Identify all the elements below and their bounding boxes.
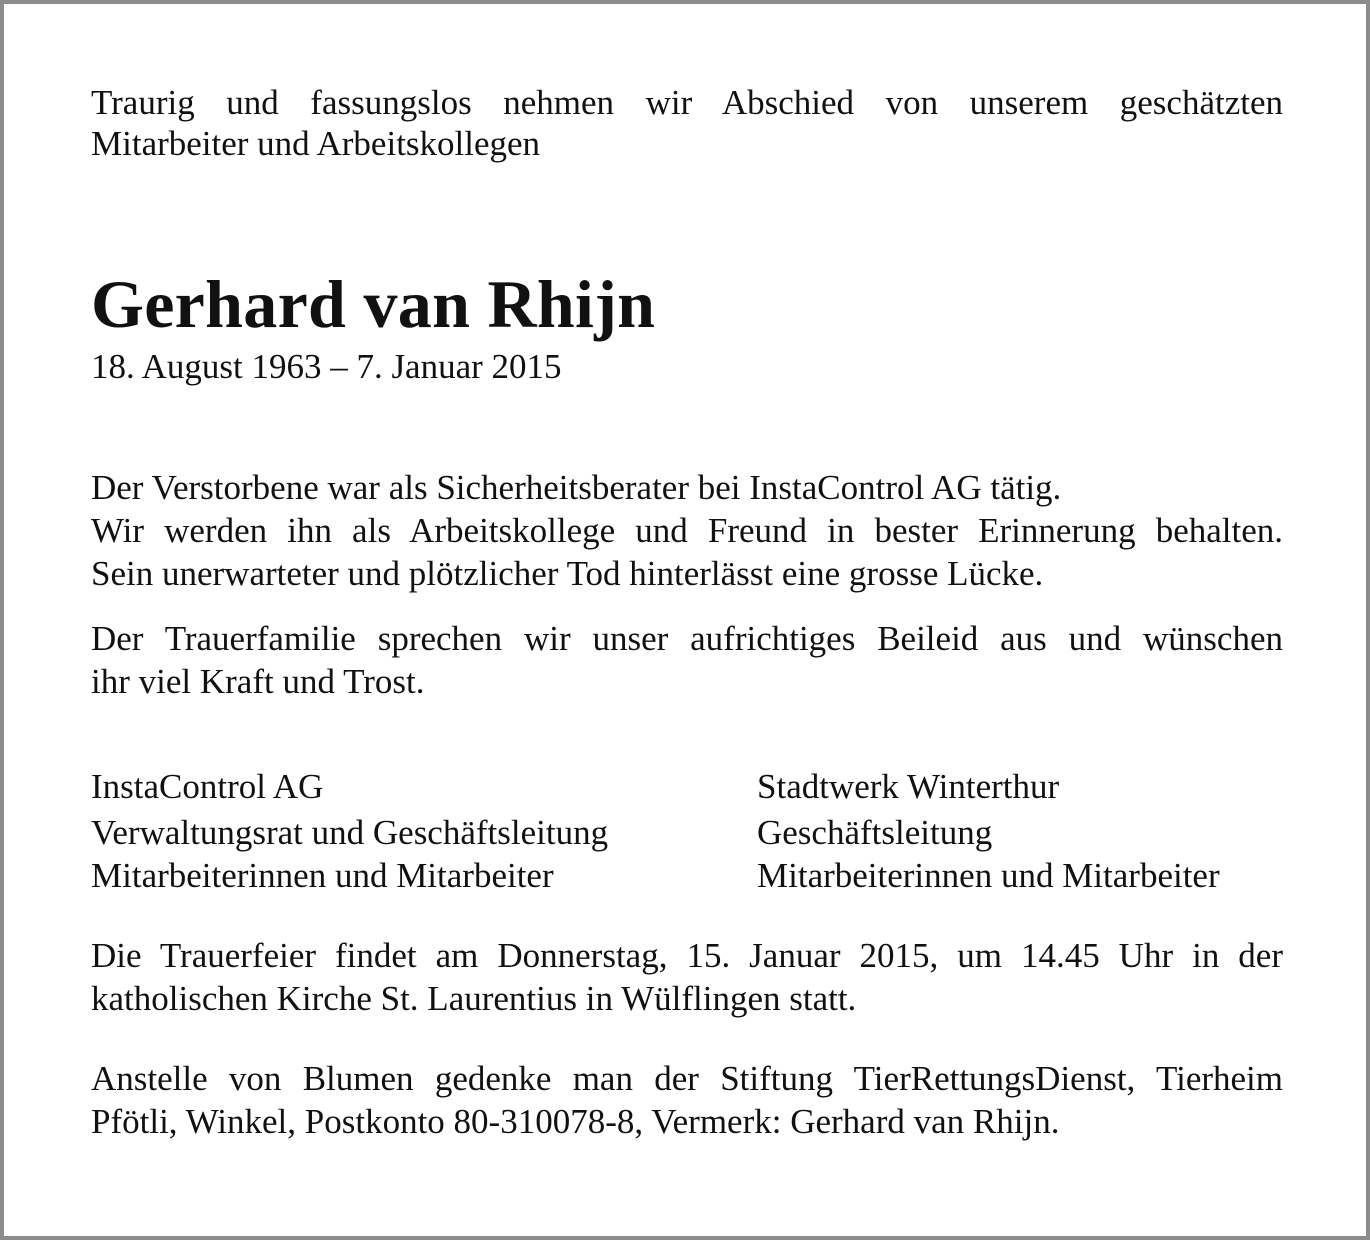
signatory-line: Verwaltungsrat und Geschäftsleitung	[91, 813, 609, 852]
signatory-stadtwerk	[757, 765, 1220, 897]
ceremony-line-2: katholischen Kirche St. Laurentius in Wülflingen statt.	[91, 979, 857, 1018]
signatory-instacontrol	[91, 765, 757, 897]
donation-paragraph	[91, 1057, 1283, 1143]
tribute-line-1: Der Verstorbene war als Sicherheitsberater bei InstaControl AG tätig.	[91, 468, 1062, 507]
tribute-line-2: Wir werden ihn als Arbeitskollege und Freund in bester Erinnerung behalten.	[91, 511, 1283, 550]
ceremony-paragraph	[91, 934, 1283, 1020]
condolence-line-1: Der Trauerfamilie sprechen wir unser aufrichtiges Beileid aus und wünschen	[91, 619, 1283, 658]
tribute-paragraph	[91, 466, 1283, 595]
signatory-organization: InstaControl AG	[91, 767, 324, 806]
intro-line-2: Mitarbeiter und Arbeitskollegen	[91, 124, 541, 163]
ceremony-line-1: Die Trauerfeier findet am Donnerstag, 15. Januar 2015, um 14.45 Uhr in der	[91, 936, 1283, 975]
condolence-line-2: ihr viel Kraft und Trost.	[91, 662, 425, 701]
signatory-organization: Stadtwerk Winterthur	[757, 767, 1060, 806]
deceased-name: Gerhard van Rhijn	[91, 266, 656, 342]
condolence-paragraph	[91, 617, 1283, 703]
donation-line-1: Anstelle von Blumen gedenke man der Stiftung TierRettungsDienst, Tierheim	[91, 1059, 1283, 1098]
signatory-line: Mitarbeiterinnen und Mitarbeiter	[91, 856, 554, 895]
life-dates: 18. August 1963 – 7. Januar 2015	[91, 347, 562, 386]
signatory-line: Mitarbeiterinnen und Mitarbeiter	[757, 856, 1220, 895]
signatory-line: Geschäftsleitung	[757, 813, 993, 852]
donation-line-2: Pfötli, Winkel, Postkonto 80-310078-8, Vermerk: Gerhard van Rhijn.	[91, 1102, 1060, 1141]
intro-line-1: Traurig und fassungslos nehmen wir Abschied von unserem geschätzten	[91, 83, 1283, 122]
signatories	[91, 765, 1283, 897]
notice-content	[91, 82, 1283, 1143]
tribute-line-3: Sein unerwarteter und plötzlicher Tod hinterlässt eine grosse Lücke.	[91, 554, 1044, 593]
intro-text	[91, 82, 1283, 164]
